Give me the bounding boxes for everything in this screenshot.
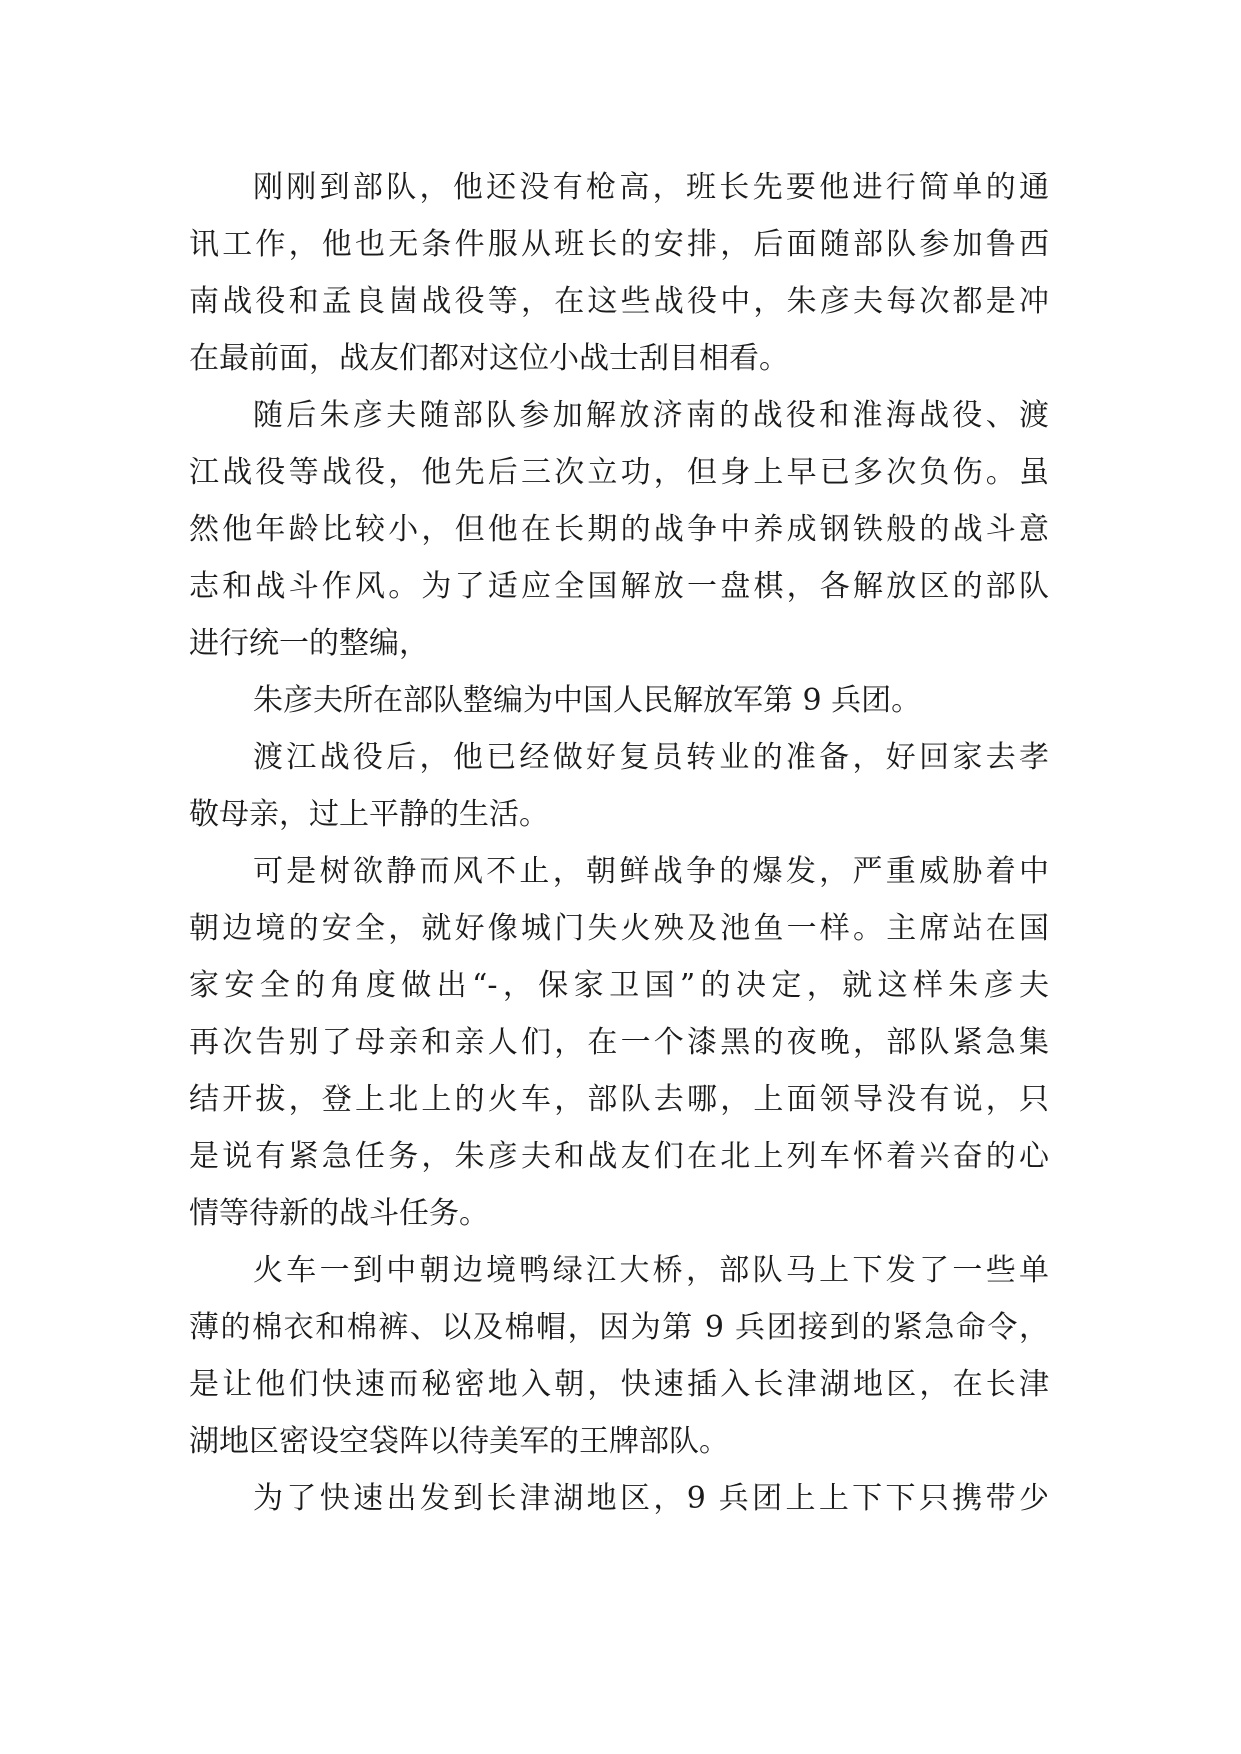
text-line: 渡江战役后，他已经做好复员转业的准备，好回家去孝 xyxy=(253,740,1049,775)
paragraph xyxy=(189,159,1049,387)
text-line: 是让他们快速而秘密地入朝，快速插入长津湖地区，在长津 xyxy=(189,1367,1049,1402)
text-line: 在最前面，战友们都对这位小战士刮目相看。 xyxy=(189,341,789,376)
text-line: 再次告别了母亲和亲人们，在一个漆黑的夜晚，部队紧急集 xyxy=(189,1025,1049,1060)
document-body xyxy=(189,159,1049,1527)
text-line: 湖地区密设空袋阵以待美军的王牌部队。 xyxy=(189,1424,729,1459)
paragraph xyxy=(189,1470,1049,1527)
text-line: 江战役等战役，他先后三次立功，但身上早已多次负伤。虽 xyxy=(189,455,1049,490)
text-line: 南战役和孟良崮战役等，在这些战役中，朱彦夫每次都是冲 xyxy=(189,284,1049,319)
text-line: 然他年龄比较小，但他在长期的战争中养成钢铁般的战斗意 xyxy=(189,512,1049,547)
text-line: 讯工作，他也无条件服从班长的安排，后面随部队参加鲁西 xyxy=(189,227,1049,262)
text-line: 志和战斗作风。为了适应全国解放一盘棋，各解放区的部队 xyxy=(189,569,1049,604)
text-line: 为了快速出发到长津湖地区，9 兵团上上下下只携带少 xyxy=(253,1481,1049,1516)
text-line: 可是树欲静而风不止，朝鲜战争的爆发，严重威胁着中 xyxy=(253,854,1049,889)
text-line: 朱彦夫所在部队整编为中国人民解放军第 9 兵团。 xyxy=(253,683,922,718)
paragraph xyxy=(189,729,1049,843)
paragraph xyxy=(189,843,1049,1242)
text-line: 刚刚到部队，他还没有枪高，班长先要他进行简单的通 xyxy=(253,170,1049,205)
paragraph xyxy=(189,387,1049,672)
text-line: 进行统一的整编， xyxy=(189,626,429,661)
text-line: 薄的棉衣和棉裤、以及棉帽，因为第 9 兵团接到的紧急命令， xyxy=(189,1310,1049,1345)
text-line: 朝边境的安全，就好像城门失火殃及池鱼一样。主席站在国 xyxy=(189,911,1049,946)
text-line: 随后朱彦夫随部队参加解放济南的战役和淮海战役、渡 xyxy=(253,398,1049,433)
paragraph xyxy=(189,672,1049,729)
text-line: 结开拔，登上北上的火车，部队去哪，上面领导没有说，只 xyxy=(189,1082,1049,1117)
paragraph xyxy=(189,1242,1049,1470)
text-line: 家安全的角度做出“-，保家卫国”的决定，就这样朱彦夫 xyxy=(189,968,1049,1003)
text-line: 敬母亲，过上平静的生活。 xyxy=(189,797,549,832)
text-line: 是说有紧急任务，朱彦夫和战友们在北上列车怀着兴奋的心 xyxy=(189,1139,1049,1174)
text-line: 火车一到中朝边境鸭绿江大桥，部队马上下发了一些单 xyxy=(253,1253,1049,1288)
text-line: 情等待新的战斗任务。 xyxy=(189,1196,489,1231)
